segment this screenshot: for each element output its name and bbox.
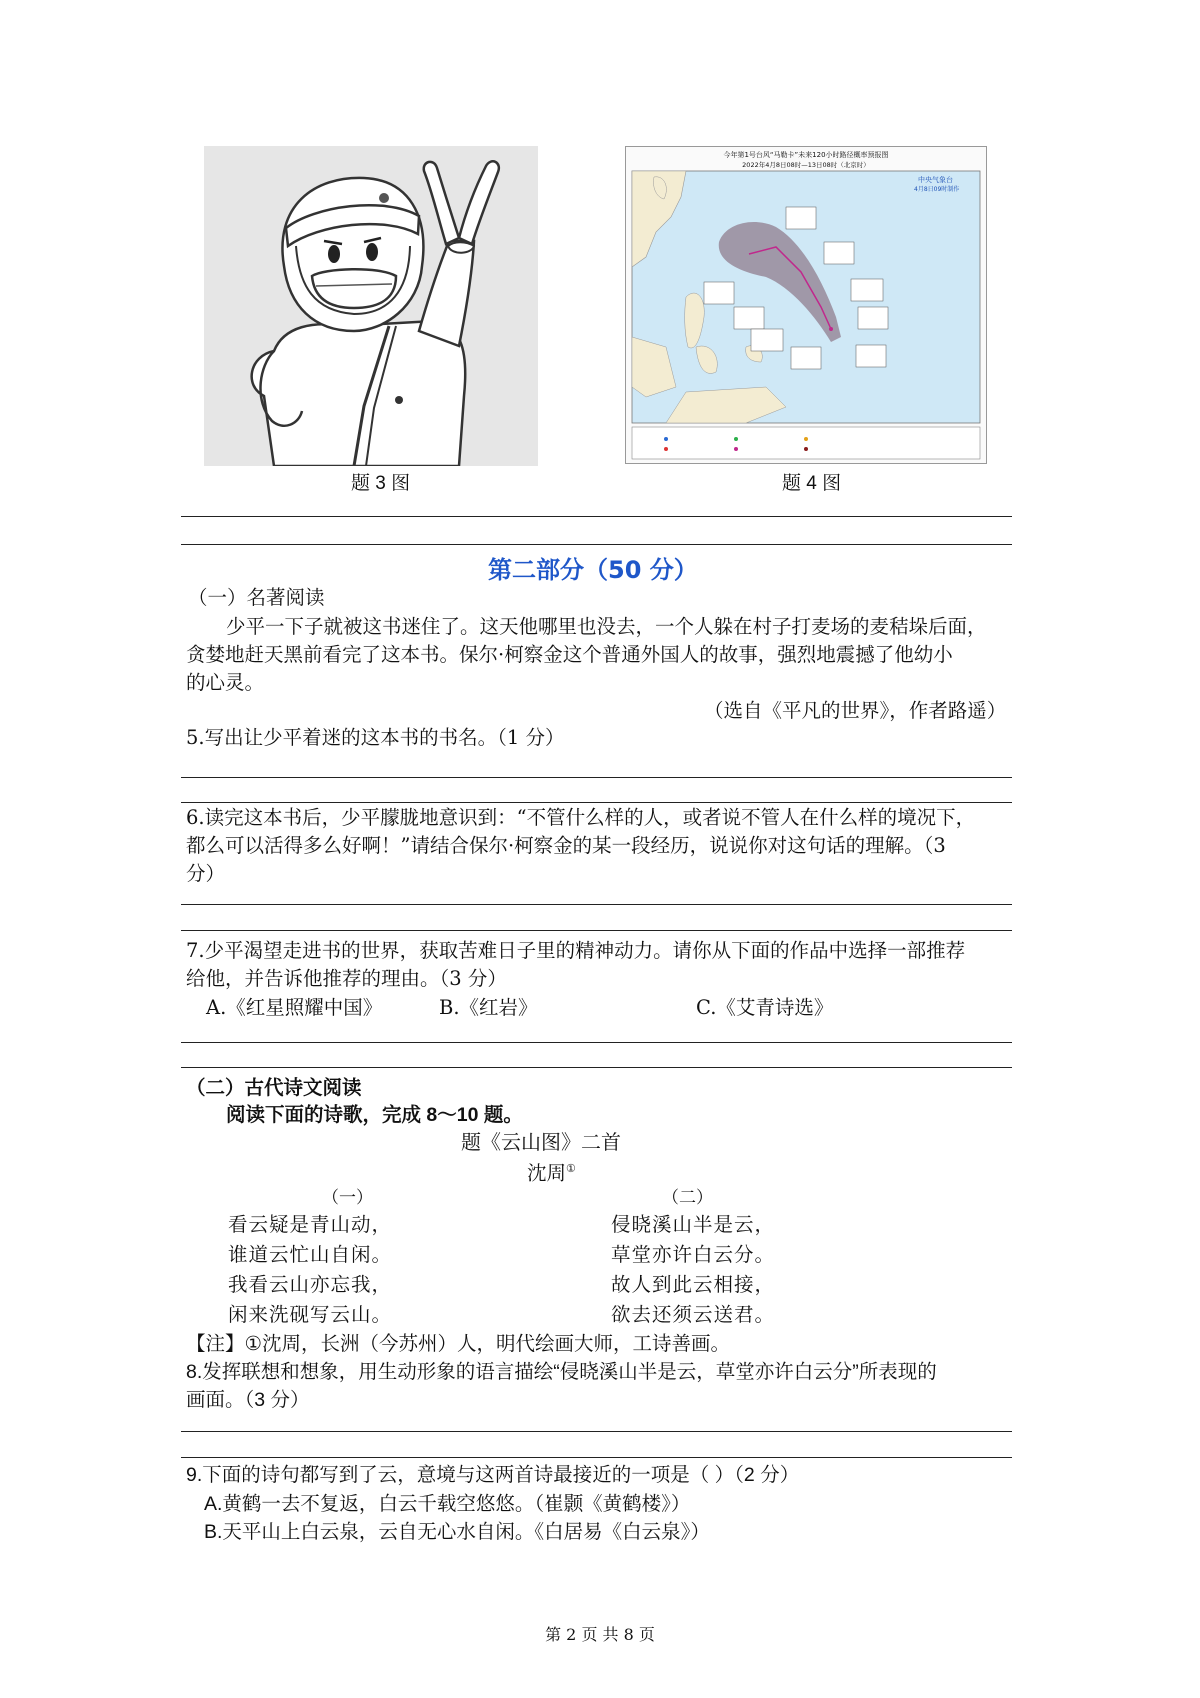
option-b: B.《红岩》 <box>439 996 538 1019</box>
poem-line: 侵晓溪山半是云， <box>611 1213 776 1236</box>
passage-line: 少平一下子就被这书迷住了。这天他哪里也没去，一个人躲在村子打麦场的麦秸垛后面， <box>226 615 987 638</box>
map-subtitle: 2022年4月8日08时—13日08时（北京时） <box>742 161 870 169</box>
footnote-marker: ① <box>566 1162 576 1175</box>
answer-line[interactable] <box>181 1457 1012 1458</box>
question-9-option-a: A.黄鹤一去不复返，白云千载空悠悠。（崔颢《黄鹤楼》） <box>204 1493 691 1515</box>
poem-author <box>527 1155 576 1188</box>
part2-heading: 第二部分（50 分） <box>488 556 698 584</box>
answer-line[interactable] <box>181 1067 1012 1068</box>
section2-heading: （二）古代诗文阅读 <box>186 1077 362 1099</box>
answer-line[interactable] <box>181 1042 1012 1043</box>
poem-line: 我看云山亦忘我， <box>228 1273 393 1296</box>
cartoon-illustration <box>204 146 538 466</box>
answer-line[interactable] <box>181 516 1012 517</box>
map-title: 今年第1号台风“马勒卡”未来120小时路径概率预报图 <box>723 151 889 159</box>
poem-line: 看云疑是青山动， <box>228 1213 393 1236</box>
section2-intro: 阅读下面的诗歌，完成 8～10 题。 <box>226 1104 523 1126</box>
passage-line: 贪婪地赶天黑前看完了这本书。保尔·柯察金这个普通外国人的故事，强烈地震撼了他幼小 <box>186 643 953 666</box>
poem-line: 草堂亦许白云分。 <box>611 1243 776 1266</box>
poem-line: 欲去还须云送君。 <box>611 1303 776 1326</box>
poem-note: 【注】①沈周，长洲（今苏州）人，明代绘画大师，工诗善画。 <box>186 1333 730 1355</box>
question-6: 6.读完这本书后，少平朦胧地意识到：“不管什么样的人，或者说不管人在什么样的境况下， <box>186 806 976 829</box>
passage-source: （选自《平凡的世界》，作者路遥） <box>704 699 1007 722</box>
page-footer: 第 2 页 共 8 页 <box>545 1625 655 1644</box>
poem-author-name: 沈周 <box>527 1161 567 1185</box>
typhoon-track-map <box>626 147 986 463</box>
answer-line[interactable] <box>181 904 1012 905</box>
figure-3 <box>204 146 538 466</box>
figure-4 <box>625 146 987 464</box>
option-c: C.《艾青诗选》 <box>696 996 834 1019</box>
passage-line: 的心灵。 <box>186 671 265 694</box>
answer-line[interactable] <box>181 802 1012 803</box>
question-9-option-b: B.天平山上白云泉，云自无心水自闲。《白居易《白云泉》） <box>204 1521 710 1543</box>
poem1-label: （一） <box>322 1188 373 1208</box>
map-agency: 中央气象台 <box>918 176 953 184</box>
question-7: 7.少平渴望走进书的世界，获取苦难日子里的精神动力。请你从下面的作品中选择一部推荐 <box>186 939 966 962</box>
poem-line: 故人到此云相接， <box>611 1273 776 1296</box>
question-7-cont: 给他，并告诉他推荐的理由。（3 分） <box>186 967 507 990</box>
figure-4-caption: 题 4 图 <box>782 473 842 494</box>
poem-line: 谁道云忙山自闲。 <box>228 1243 393 1266</box>
question-5: 5.写出让少平着迷的这本书的书名。（1 分） <box>186 726 565 749</box>
question-6-cont: 都么可以活得多么好啊！”请结合保尔·柯察金的某一段经历，说说你对这句话的理解。（3 <box>186 834 946 857</box>
question-8-cont: 画面。（3 分） <box>186 1389 310 1411</box>
poem-1 <box>228 1210 392 1330</box>
poem2-label: （二） <box>662 1188 713 1208</box>
poem-title: 题《云山图》二首 <box>461 1132 621 1154</box>
section1-heading: （一）名著阅读 <box>188 586 325 609</box>
figure-3-caption: 题 3 图 <box>351 473 411 494</box>
question-9: 9.下面的诗句都写到了云，意境与这两首诗最接近的一项是（ ）（2 分） <box>186 1464 800 1486</box>
map-agency-time: 4月8日09时制作 <box>914 186 960 193</box>
poem-2 <box>611 1210 775 1330</box>
answer-line[interactable] <box>181 1431 1012 1432</box>
option-a: A.《红星照耀中国》 <box>206 996 383 1019</box>
answer-line[interactable] <box>181 777 1012 778</box>
answer-line[interactable] <box>181 930 1012 931</box>
answer-line[interactable] <box>181 544 1012 545</box>
question-6-cont: 分） <box>186 862 226 885</box>
poem-line: 闲来洗砚写云山。 <box>228 1303 393 1326</box>
question-8: 8.发挥联想和想象，用生动形象的语言描绘“侵晓溪山半是云，草堂亦许白云分”所表现的 <box>186 1361 937 1383</box>
